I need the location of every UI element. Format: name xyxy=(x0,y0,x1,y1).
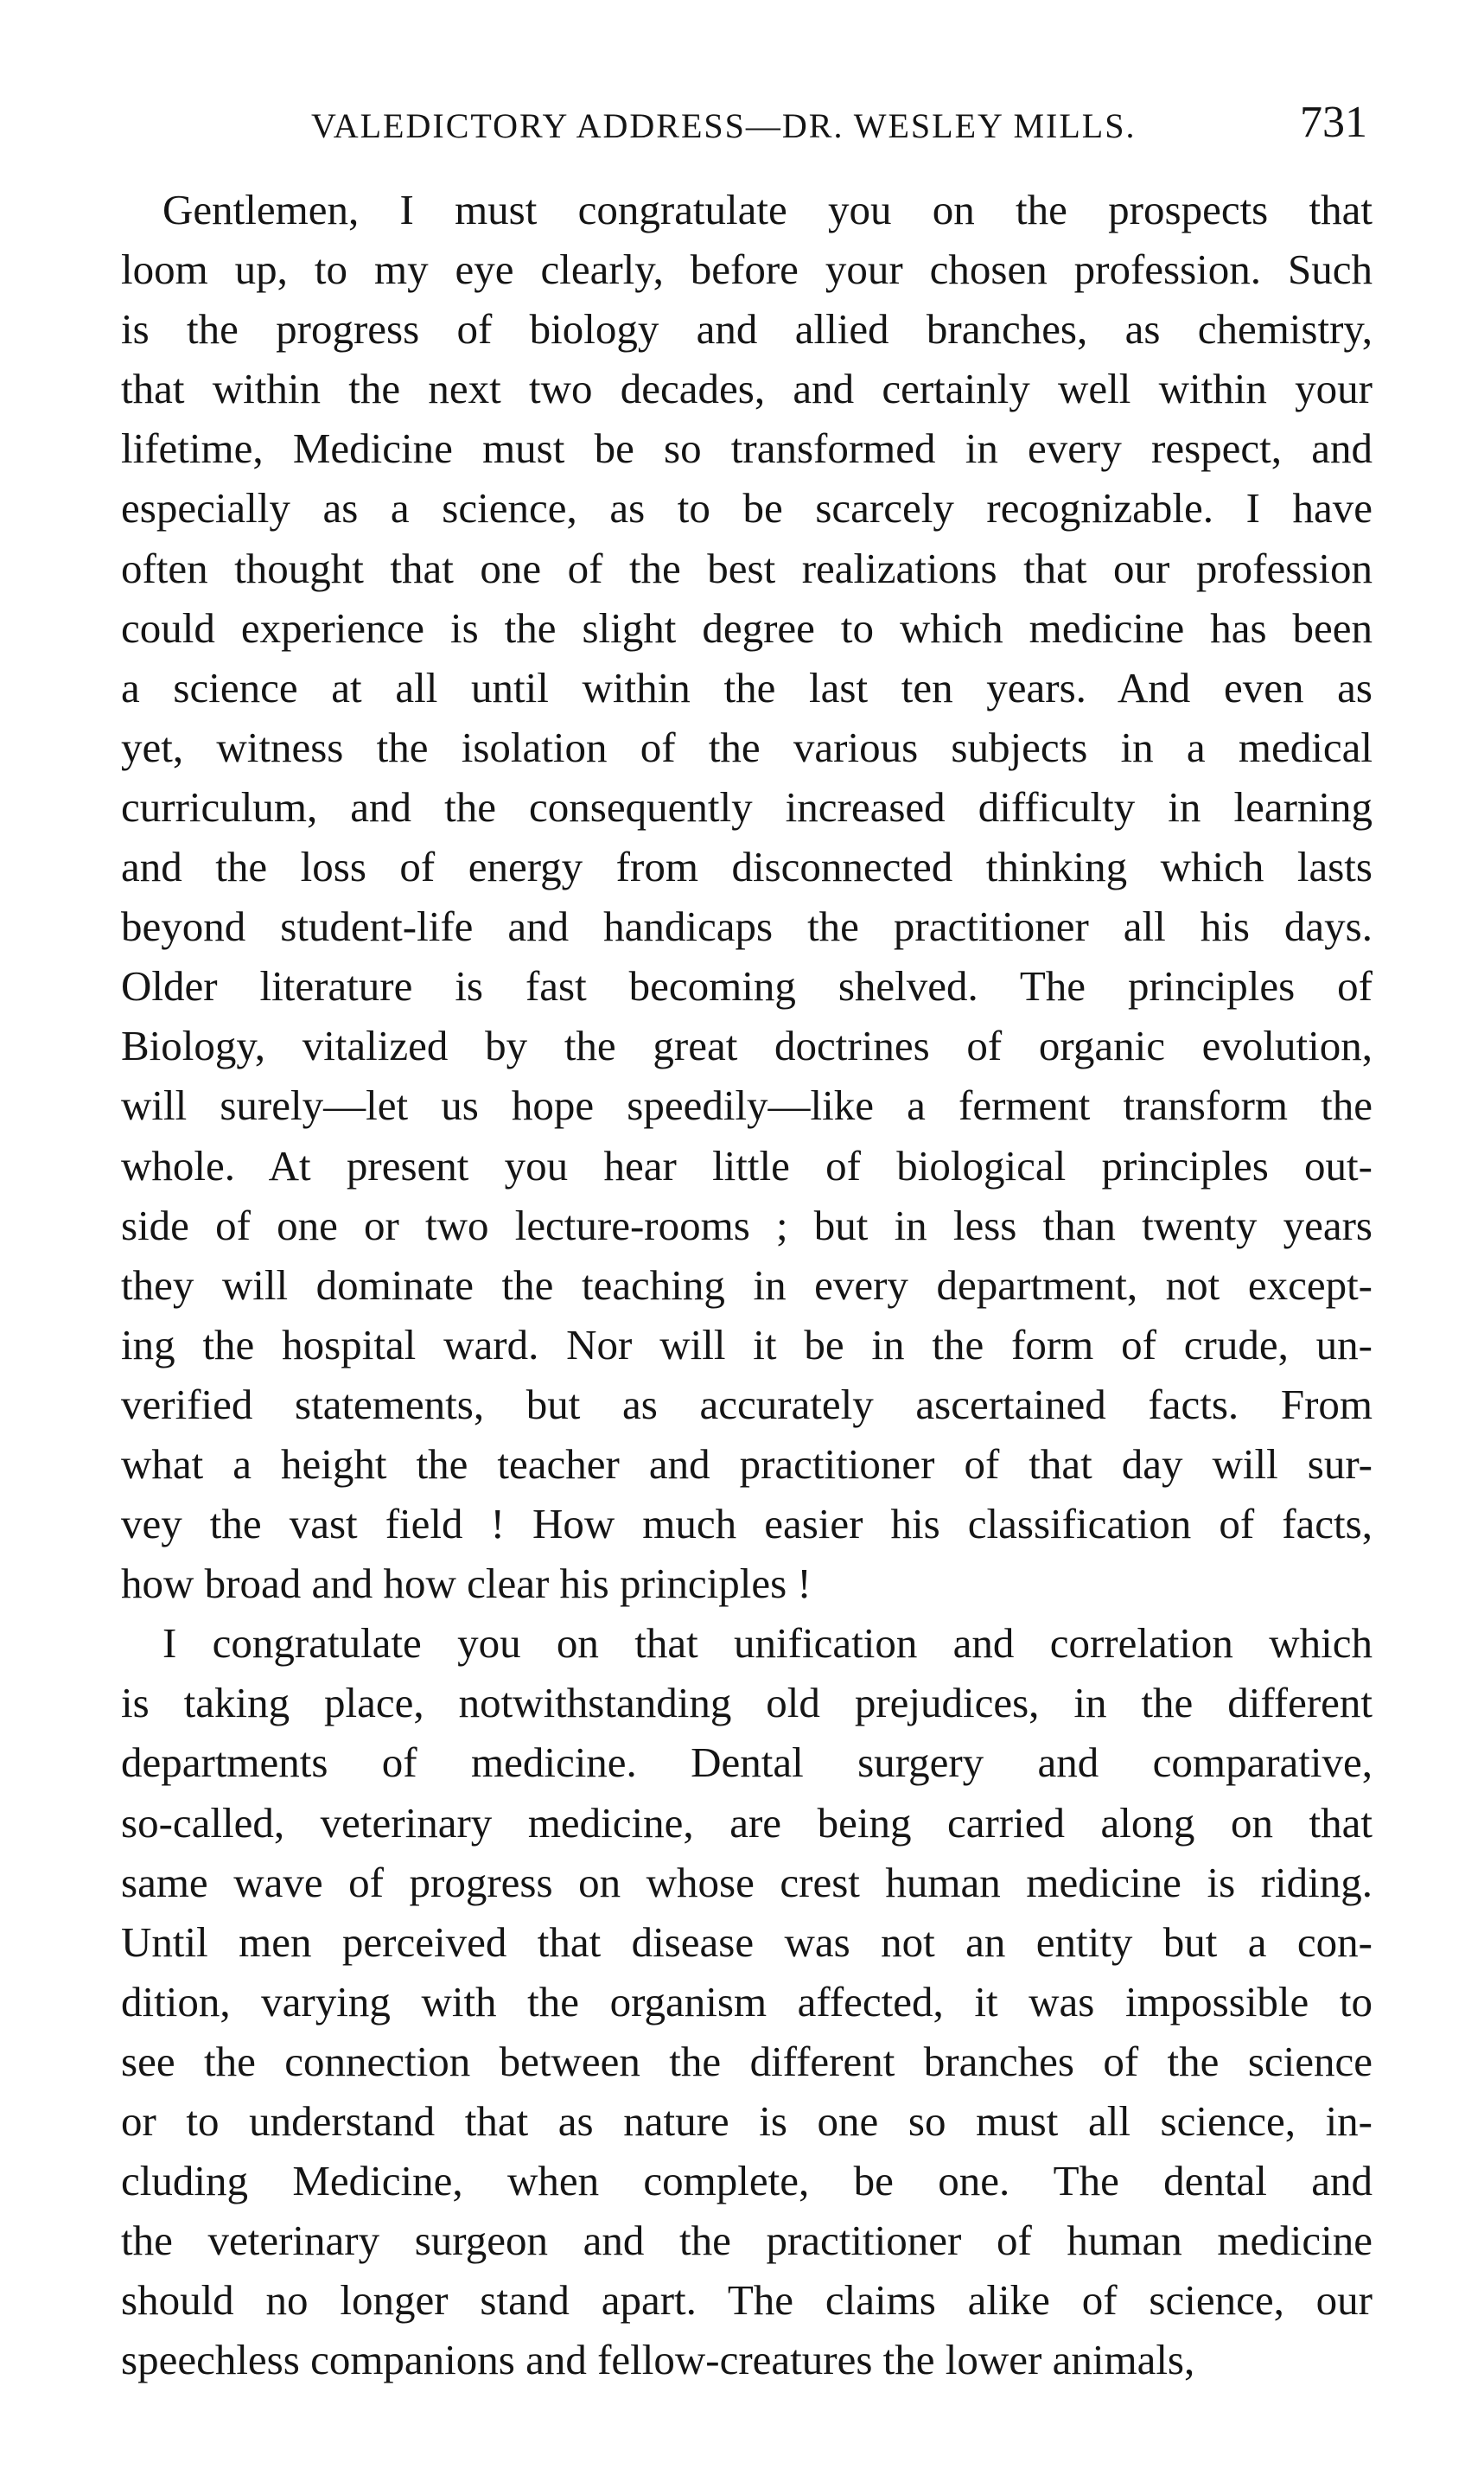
text-line: I congratulate you on that unification and correlation which xyxy=(162,1619,1373,1668)
running-title: VALEDICTORY ADDRESS—DR. WESLEY MILLS. xyxy=(311,106,1137,145)
text-line: what a height the teacher and practitioner of that day will sur- xyxy=(121,1439,1373,1488)
text-line: a science at all until within the last ten years. And even as xyxy=(121,663,1373,711)
text-line: ing the hospital ward. Nor will it be in the form of crude, un- xyxy=(121,1320,1373,1368)
text-line: same wave of progress on whose crest human medicine is riding. xyxy=(121,1858,1373,1906)
text-line: vey the vast field ! How much easier his classification of facts, xyxy=(121,1500,1373,1548)
text-line: and the loss of energy from disconnected thinking which lasts xyxy=(121,843,1373,891)
text-line: lifetime, Medicine must be so transformed in every respect, and xyxy=(121,424,1373,473)
text-line: that within the next two decades, and certainly well within your xyxy=(121,365,1373,413)
text-line: how broad and how clear his principles ! xyxy=(121,1560,812,1608)
text-line: loom up, to my eye clearly, before your chosen profession. Such xyxy=(121,246,1373,294)
text-line: dition, varying with the organism affected, it was impossible to xyxy=(121,1977,1373,2025)
text-line: speechless companions and fellow-creatures the lower animals, xyxy=(121,2336,1195,2384)
text-line: side of one or two lecture-rooms ; but in less than twenty years xyxy=(121,1201,1373,1249)
text-line: curriculum, and the consequently increased difficulty in learning xyxy=(121,782,1373,831)
text-line: especially as a science, as to be scarcely recognizable. I have xyxy=(121,484,1373,533)
text-line: Biology, vitalized by the great doctrines of organic evolution, xyxy=(121,1022,1373,1070)
text-line: whole. At present you hear little of biological principles out- xyxy=(121,1141,1373,1190)
text-line: should no longer stand apart. The claims alike of science, our xyxy=(121,2276,1373,2325)
text-line: or to understand that as nature is one so must all science, in- xyxy=(121,2097,1373,2145)
text-line: Until men perceived that disease was not an entity but a con- xyxy=(121,1917,1373,1966)
text-line: cluding Medicine, when complete, be one. The dental and xyxy=(121,2157,1373,2205)
text-line: will surely—let us hope speedily—like a ferment transform the xyxy=(121,1081,1373,1130)
text-line: Gentlemen, I must congratulate you on the prospects that xyxy=(162,186,1373,233)
page-number: 731 xyxy=(1300,98,1367,147)
body-text xyxy=(121,180,1373,2389)
text-line: could experience is the slight degree to which medicine has been xyxy=(121,603,1373,652)
paragraph xyxy=(121,180,1373,1613)
text-line: departments of medicine. Dental surgery and comparative, xyxy=(121,1738,1373,1787)
text-line: the veterinary surgeon and the practitioner of human medicine xyxy=(121,2217,1373,2265)
text-line: is taking place, notwithstanding old prejudices, in the different xyxy=(121,1679,1373,1727)
text-line: yet, witness the isolation of the various subjects in a medical xyxy=(121,723,1373,771)
text-line: often thought that one of the best realizations that our profession xyxy=(121,544,1373,592)
text-line: Older literature is fast becoming shelved. The principles of xyxy=(121,962,1373,1011)
text-line: is the progress of biology and allied branches, as chemistry, xyxy=(121,305,1373,354)
running-header xyxy=(121,97,1373,157)
text-line: they will dominate the teaching in every department, not except- xyxy=(121,1260,1373,1309)
text-line: see the connection between the different branches of the science xyxy=(121,2037,1373,2085)
text-line: verified statements, but as accurately ascertained facts. From xyxy=(121,1380,1373,1428)
paragraph xyxy=(121,1613,1373,2389)
text-line: beyond student-life and handicaps the practitioner all his days. xyxy=(121,903,1373,951)
text-line: so-called, veterinary medicine, are being carried along on that xyxy=(121,1798,1373,1847)
